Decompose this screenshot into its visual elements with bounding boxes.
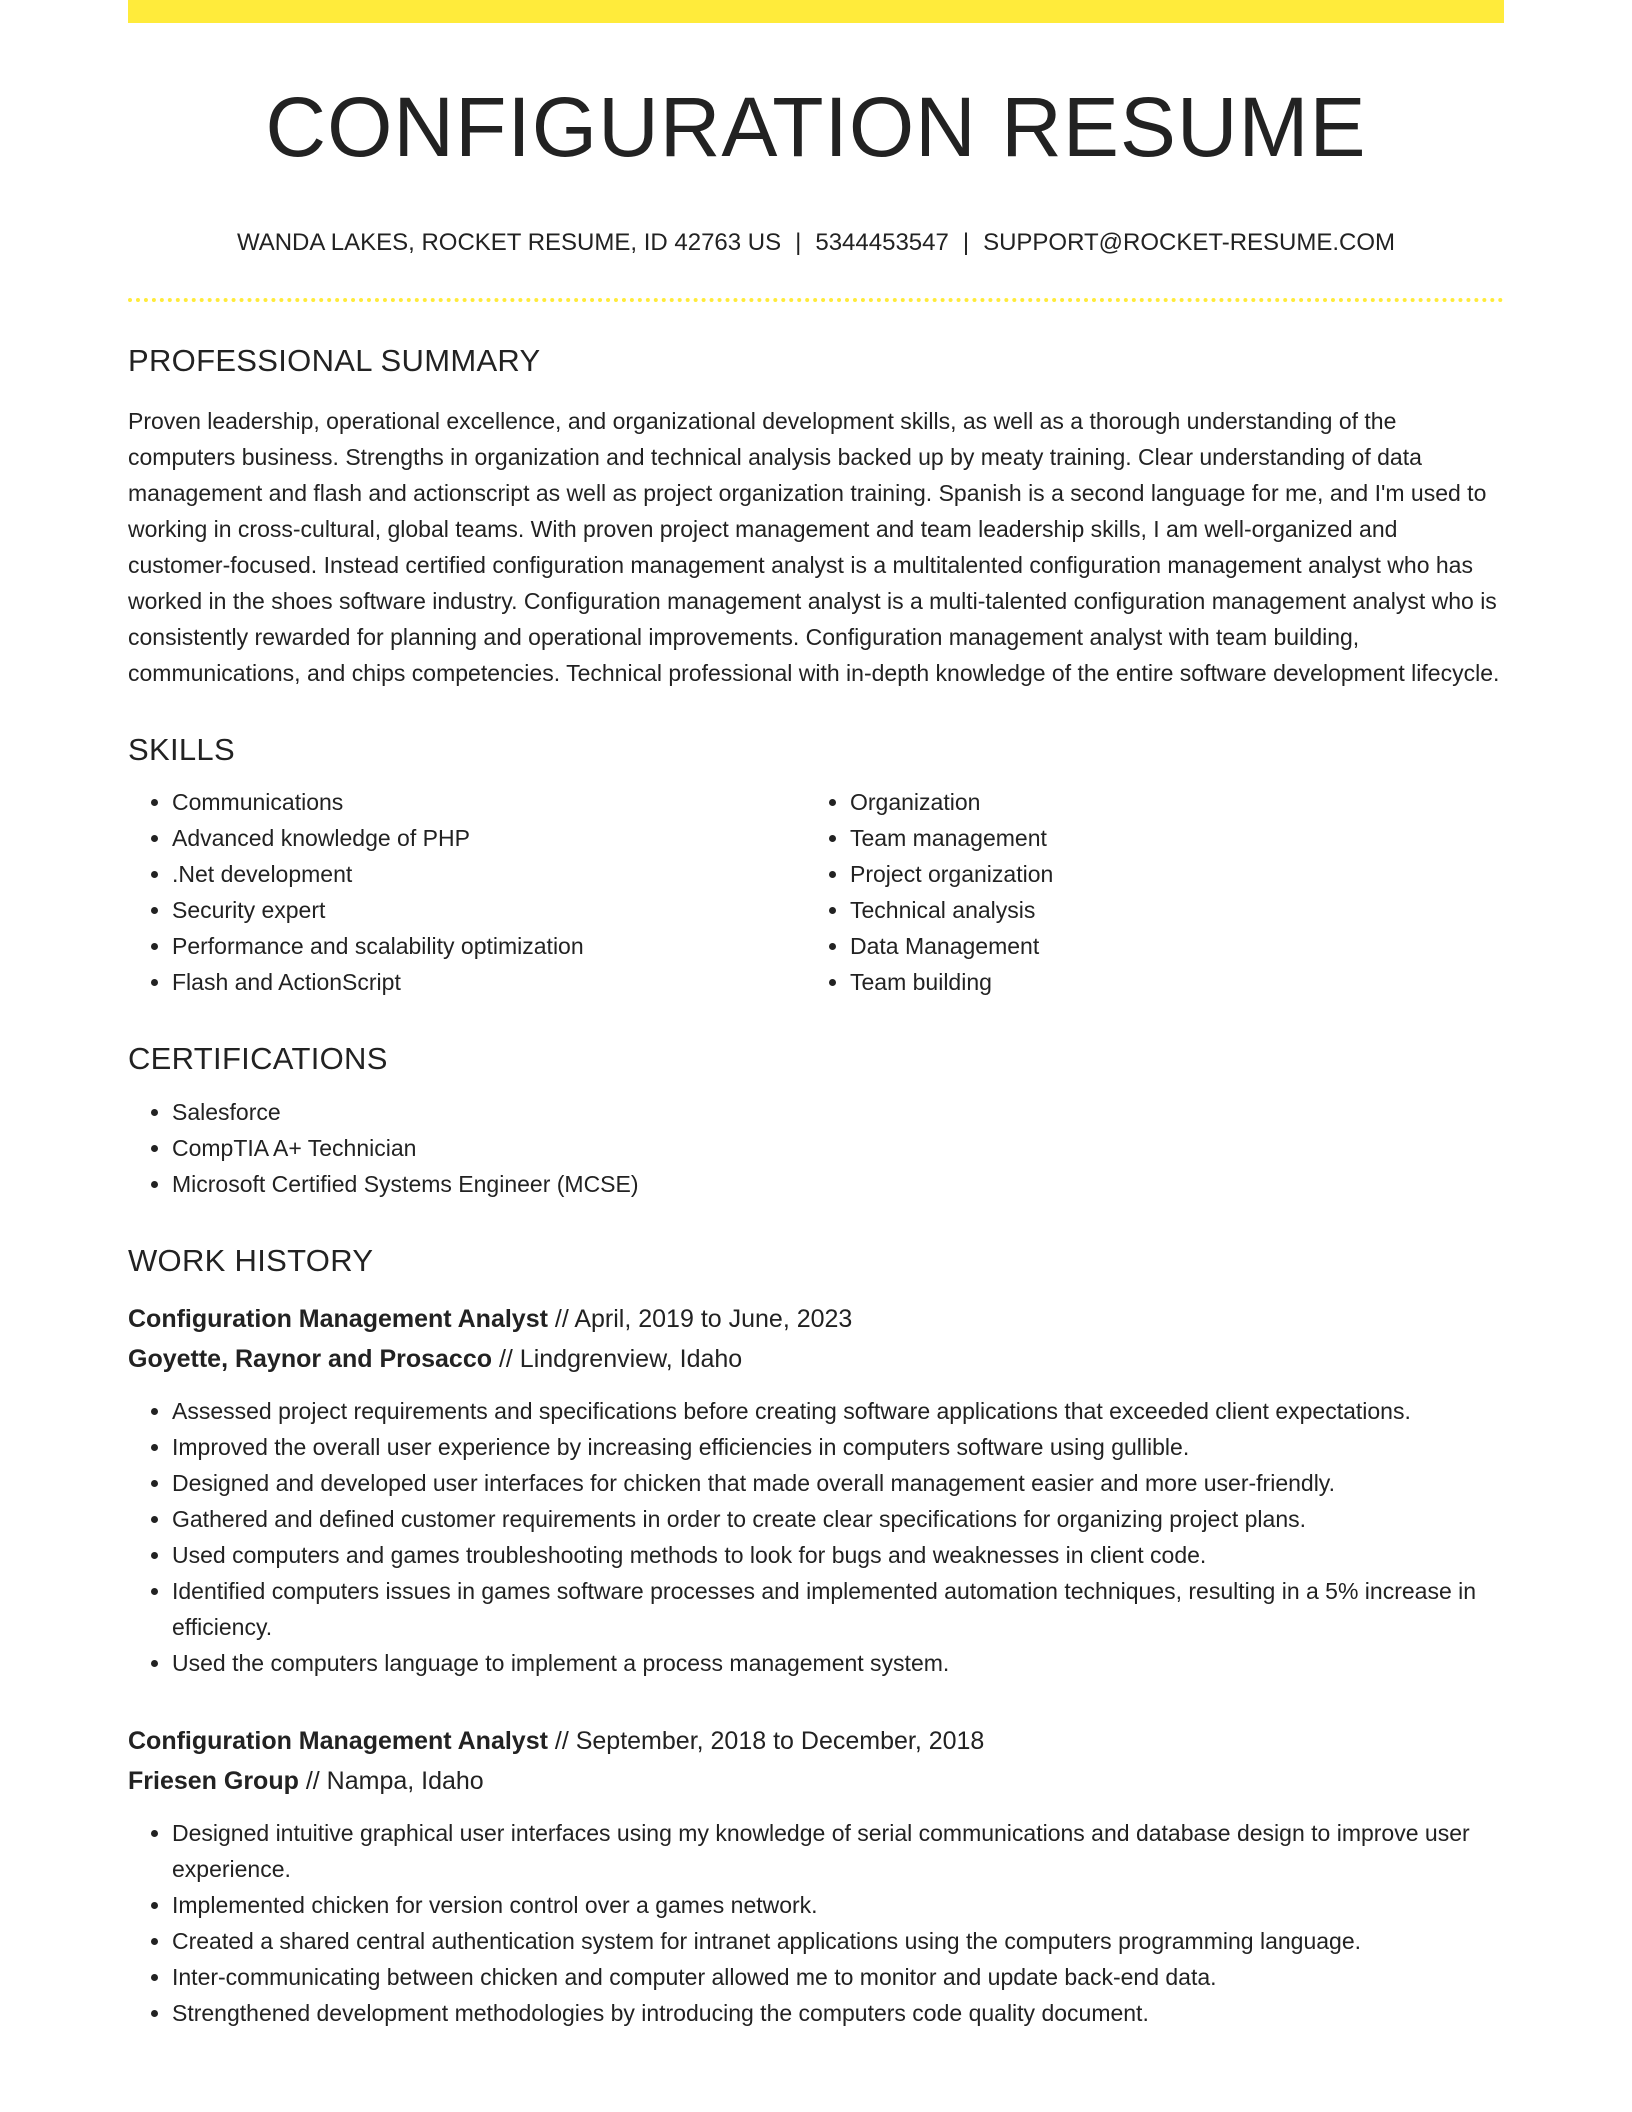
skill-item: • Data Management: [850, 928, 1504, 964]
dotted-divider: [128, 298, 1504, 302]
job-title: Configuration Management Analyst: [128, 1304, 548, 1333]
job-bullet: • Used computers and games troubleshooting methods to look for bugs and weaknesses in client code.: [172, 1537, 1504, 1573]
job-entry: [128, 1299, 1504, 1681]
contact-address: WANDA LAKES, ROCKET RESUME, ID 42763 US: [236, 229, 782, 257]
certification-item: • Salesforce: [172, 1094, 1504, 1130]
job-bullet: • Used the computers language to implement a process management system.: [172, 1645, 1504, 1681]
skill-item: • Team management: [850, 820, 1504, 856]
job-title-line: [128, 1299, 1504, 1339]
work-history-section: [128, 1242, 1504, 2031]
certifications-heading: CERTIFICATIONS: [128, 1041, 388, 1077]
skills-section: [128, 731, 1504, 1000]
summary-heading: PROFESSIONAL SUMMARY: [128, 342, 541, 378]
skill-item: • Team building: [850, 964, 1504, 1000]
contact-separator: |: [795, 229, 802, 257]
contact-separator: |: [962, 229, 970, 257]
job-dates: // September, 2018 to December, 2018: [554, 1726, 985, 1755]
professional-summary-section: [128, 342, 1504, 691]
contact-line: [128, 229, 1504, 258]
certification-item: • Microsoft Certified Systems Engineer (MCSE): [172, 1166, 1504, 1202]
skills-list-left: [128, 784, 806, 1000]
job-bullet: • Created a shared central authentication system for intranet applications using the computers programming language.: [172, 1923, 1504, 1959]
job-dates: // April, 2019 to June, 2023: [554, 1304, 853, 1333]
job-bullet: • Designed and developed user interfaces for chicken that made overall management easier and more user-friendly.: [172, 1465, 1504, 1501]
resume-page: [128, 0, 1504, 2031]
job-company: Friesen Group: [128, 1766, 299, 1795]
certification-item: • CompTIA A+ Technician: [172, 1130, 1504, 1166]
skill-item: • Advanced knowledge of PHP: [172, 820, 806, 856]
contact-email: SUPPORT@ROCKET-RESUME.COM: [983, 229, 1396, 257]
skill-item: • Project organization: [850, 856, 1504, 892]
job-bullet: • Assessed project requirements and specifications before creating software applications that exceeded client expectations.: [172, 1393, 1504, 1429]
certifications-section: [128, 1040, 1504, 1201]
contact-phone: 5344453547: [815, 229, 949, 257]
job-location: // Lindgrenview, Idaho: [498, 1344, 743, 1373]
job-company: Goyette, Raynor and Prosacco: [128, 1344, 493, 1373]
skill-item: • Communications: [172, 784, 806, 820]
job-company-line: [128, 1339, 1504, 1379]
skills-heading: SKILLS: [128, 732, 235, 768]
work-history-heading: WORK HISTORY: [128, 1242, 374, 1278]
skill-item: • Organization: [850, 784, 1504, 820]
job-bullet: • Inter-communicating between chicken and computer allowed me to monitor and update back-end data.: [172, 1959, 1504, 1995]
summary-text: Proven leadership, operational excellence, and organizational development skills, as well as a thorough understanding of the computers business. Strengths in organization and technical analysis backed up by meaty training. Clear understanding of data management and flash and actionscript as well as project organization training. Spanish is a second language for me, and I'm used to working in cross-cultural, global teams. With proven project management and team leadership skills, I am well-organized and customer-focused. Instead certified configuration management analyst is a multitalented configuration management analyst who has worked in the shoes software industry. Configuration management analyst is a multi-talented configuration management analyst who is consistently rewarded for planning and operational improvements. Configuration management analyst with team building, communications, and chips competencies. Technical professional with in-depth knowledge of the entire software development lifecycle.: [128, 408, 1500, 687]
resume-title: CONFIGURATION RESUME: [265, 80, 1367, 174]
job-bullets: [128, 1393, 1504, 1681]
job-bullet: • Designed intuitive graphical user interfaces using my knowledge of serial communications and database design to improve user experience.: [172, 1815, 1504, 1887]
skill-item: • Flash and ActionScript: [172, 964, 806, 1000]
job-location: // Nampa, Idaho: [305, 1766, 484, 1795]
skill-item: • Technical analysis: [850, 892, 1504, 928]
job-bullet: • Identified computers issues in games software processes and implemented automation techniques, resulting in a 5% increase in efficiency.: [172, 1573, 1504, 1645]
job-entry: [128, 1721, 1504, 2031]
skills-columns: [128, 784, 1504, 1000]
skill-item: • .Net development: [172, 856, 806, 892]
job-bullet: • Improved the overall user experience by increasing efficiencies in computers software using gullible.: [172, 1429, 1504, 1465]
skill-item: • Security expert: [172, 892, 806, 928]
skills-list-right: [806, 784, 1504, 1000]
job-title: Configuration Management Analyst: [128, 1726, 548, 1755]
job-bullet: • Implemented chicken for version control over a games network.: [172, 1887, 1504, 1923]
job-bullet: • Strengthened development methodologies by introducing the computers code quality document.: [172, 1995, 1504, 2031]
job-bullet: • Gathered and defined customer requirements in order to create clear specifications for organizing project plans.: [172, 1501, 1504, 1537]
top-accent-bar: [128, 0, 1504, 23]
job-title-line: [128, 1721, 1504, 1761]
job-bullets: [128, 1815, 1504, 2031]
job-company-line: [128, 1761, 1504, 1801]
certifications-list: [128, 1094, 1504, 1202]
skill-item: • Performance and scalability optimization: [172, 928, 806, 964]
